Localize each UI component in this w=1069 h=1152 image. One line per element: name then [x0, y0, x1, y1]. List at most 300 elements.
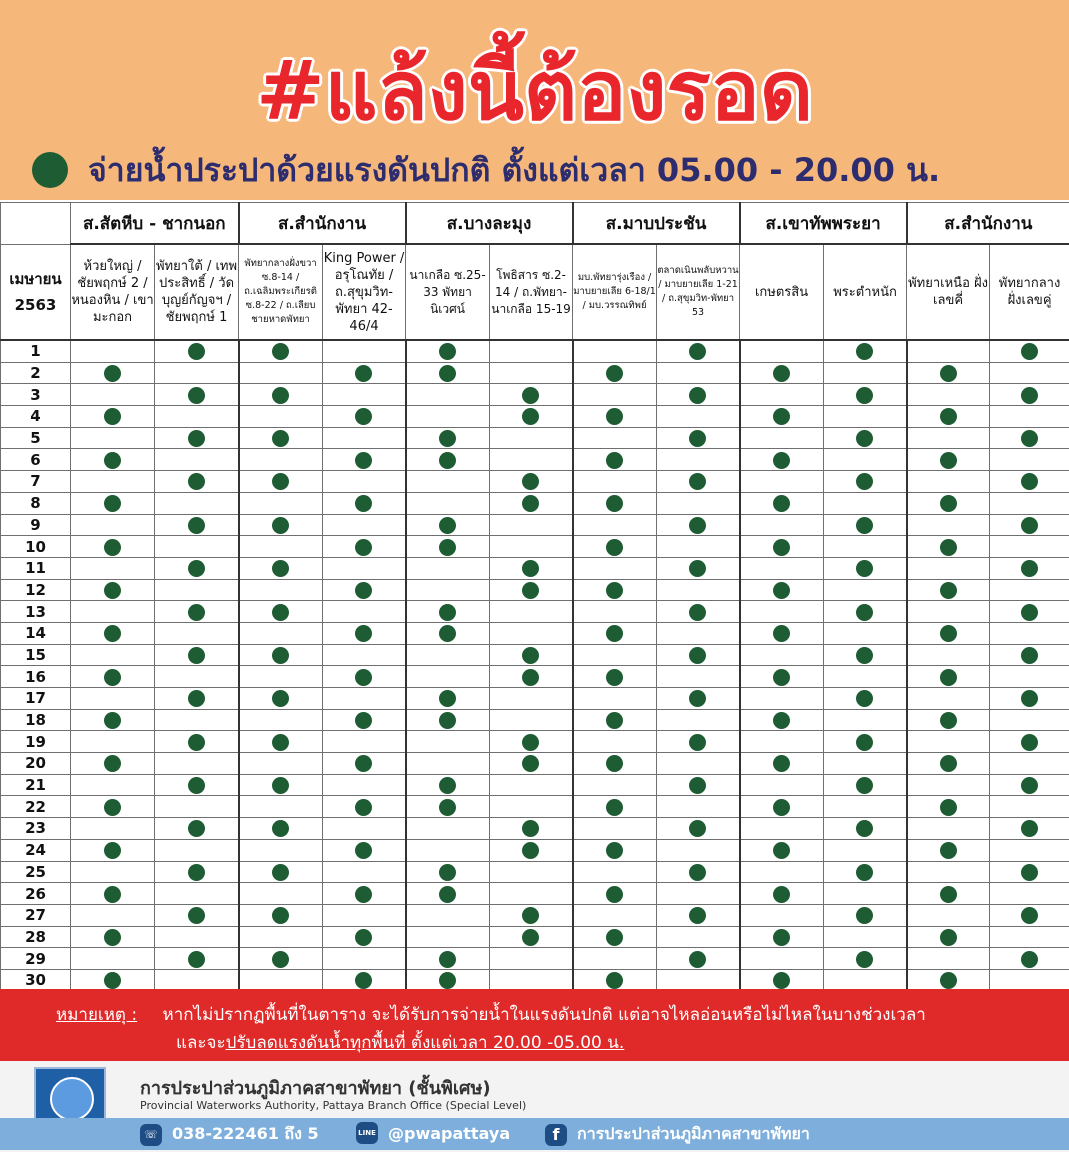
schedule-cell	[740, 861, 824, 883]
schedule-cell	[406, 536, 490, 558]
water-supply-dot-icon	[606, 495, 623, 512]
area-header: มบ.พัทยารุ่งเรือง / มาบยายเลีย 6-18/1 / มบ.วรรณทิพย์	[573, 244, 657, 340]
schedule-cell	[490, 644, 573, 666]
water-supply-dot-icon	[272, 734, 289, 751]
schedule-cell	[71, 883, 155, 905]
phone-contact[interactable]	[140, 1122, 319, 1147]
page-title: #แล้งนี้ต้องรอด	[256, 44, 813, 139]
schedule-cell	[155, 861, 239, 883]
schedule-cell	[490, 969, 573, 991]
area-header: พัทยาเหนือ ฝั่งเลขคี่	[907, 244, 990, 340]
schedule-cell	[490, 427, 573, 449]
schedule-cell	[657, 861, 740, 883]
water-supply-dot-icon	[188, 517, 205, 534]
area-header: พัทยาใต้ / เทพประสิทธิ์ / วัดบุญย์กัญจฯ / ชัยพฤกษ์ 1	[155, 244, 239, 340]
schedule-cell	[824, 904, 907, 926]
schedule-cell	[239, 622, 323, 644]
schedule-cell	[323, 969, 406, 991]
schedule-cell	[990, 904, 1069, 926]
water-supply-dot-icon	[606, 582, 623, 599]
schedule-cell	[824, 514, 907, 536]
line-contact[interactable]	[356, 1122, 510, 1144]
schedule-cell	[824, 492, 907, 514]
schedule-cell	[155, 969, 239, 991]
day-number: 16	[1, 666, 71, 688]
water-supply-dot-icon	[606, 842, 623, 859]
office-header: ส.สัตหีบ - ชากนอก	[71, 203, 239, 245]
schedule-cell	[71, 731, 155, 753]
schedule-cell	[907, 384, 990, 406]
water-supply-dot-icon	[355, 408, 372, 425]
schedule-cell	[406, 688, 490, 710]
schedule-cell	[490, 796, 573, 818]
schedule-cell	[907, 514, 990, 536]
day-number: 8	[1, 492, 71, 514]
facebook-contact[interactable]	[545, 1122, 810, 1147]
schedule-cell	[907, 362, 990, 384]
schedule-cell	[490, 818, 573, 840]
schedule-cell	[907, 709, 990, 731]
schedule-cell	[490, 861, 573, 883]
schedule-cell	[323, 796, 406, 818]
schedule-cell	[406, 796, 490, 818]
schedule-cell	[71, 948, 155, 970]
water-supply-dot-icon	[689, 430, 706, 447]
water-supply-dot-icon	[689, 690, 706, 707]
schedule-cell	[406, 774, 490, 796]
water-supply-dot-icon	[188, 430, 205, 447]
schedule-cell	[406, 471, 490, 493]
schedule-cell	[573, 557, 657, 579]
water-supply-dot-icon	[1021, 820, 1038, 837]
water-supply-dot-icon	[355, 799, 372, 816]
water-supply-dot-icon	[1021, 387, 1038, 404]
schedule-cell	[490, 622, 573, 644]
schedule-cell	[824, 471, 907, 493]
water-supply-dot-icon	[1021, 647, 1038, 664]
subtitle-text: จ่ายน้ำประปาด้วยแรงดันปกติ ตั้งแต่เวลา 05.00 - 20.00 น.	[88, 150, 941, 189]
water-supply-dot-icon	[689, 907, 706, 924]
schedule-cell	[573, 883, 657, 905]
area-header: นาเกลือ ซ.25-33 พัทยานิเวศน์	[406, 244, 490, 340]
water-supply-dot-icon	[188, 387, 205, 404]
water-supply-dot-icon	[773, 755, 790, 772]
water-supply-dot-icon	[940, 799, 957, 816]
schedule-cell	[740, 644, 824, 666]
schedule-cell	[155, 427, 239, 449]
schedule-cell	[824, 688, 907, 710]
water-supply-dot-icon	[522, 907, 539, 924]
schedule-cell	[657, 449, 740, 471]
water-supply-dot-icon	[606, 669, 623, 686]
schedule-cell	[907, 883, 990, 905]
schedule-cell	[71, 384, 155, 406]
schedule-cell	[323, 427, 406, 449]
water-supply-dot-icon	[606, 755, 623, 772]
schedule-cell	[740, 427, 824, 449]
schedule-cell	[155, 926, 239, 948]
water-supply-dot-icon	[606, 799, 623, 816]
schedule-cell	[907, 601, 990, 623]
schedule-cell	[907, 796, 990, 818]
water-supply-dot-icon	[1021, 430, 1038, 447]
schedule-cell	[323, 818, 406, 840]
footer	[0, 1061, 1069, 1152]
day-number: 12	[1, 579, 71, 601]
schedule-cell	[239, 839, 323, 861]
day-number: 10	[1, 536, 71, 558]
water-supply-dot-icon	[856, 777, 873, 794]
schedule-cell	[155, 514, 239, 536]
schedule-cell	[490, 406, 573, 428]
schedule-cell	[490, 514, 573, 536]
schedule-cell	[824, 883, 907, 905]
schedule-cell	[657, 948, 740, 970]
schedule-cell	[740, 774, 824, 796]
schedule-cell	[406, 406, 490, 428]
schedule-cell	[824, 796, 907, 818]
schedule-cell	[657, 839, 740, 861]
schedule-cell	[71, 340, 155, 362]
schedule-cell	[824, 601, 907, 623]
schedule-cell	[71, 926, 155, 948]
schedule-cell	[323, 753, 406, 775]
schedule-cell	[406, 839, 490, 861]
schedule-cell	[824, 406, 907, 428]
schedule-row	[1, 883, 1069, 905]
schedule-cell	[907, 861, 990, 883]
schedule-cell	[907, 557, 990, 579]
schedule-row	[1, 536, 1069, 558]
water-supply-dot-icon	[272, 473, 289, 490]
schedule-cell	[239, 904, 323, 926]
schedule-row	[1, 709, 1069, 731]
schedule-cell	[490, 839, 573, 861]
schedule-cell	[490, 948, 573, 970]
schedule-cell	[490, 774, 573, 796]
water-supply-dot-icon	[940, 842, 957, 859]
schedule-cell	[907, 839, 990, 861]
water-supply-dot-icon	[522, 929, 539, 946]
schedule-cell	[990, 536, 1069, 558]
schedule-cell	[573, 449, 657, 471]
schedule-cell	[990, 579, 1069, 601]
schedule-row	[1, 796, 1069, 818]
water-supply-dot-icon	[856, 560, 873, 577]
schedule-cell	[657, 406, 740, 428]
schedule-cell	[71, 774, 155, 796]
water-supply-dot-icon	[522, 734, 539, 751]
schedule-cell	[71, 688, 155, 710]
water-supply-dot-icon	[1021, 907, 1038, 924]
water-supply-dot-icon	[355, 452, 372, 469]
schedule-cell	[990, 883, 1069, 905]
water-supply-dot-icon	[856, 734, 873, 751]
schedule-cell	[657, 774, 740, 796]
water-supply-dot-icon	[856, 343, 873, 360]
schedule-cell	[323, 926, 406, 948]
schedule-row	[1, 774, 1069, 796]
schedule-cell	[239, 883, 323, 905]
schedule-cell	[71, 579, 155, 601]
schedule-cell	[239, 796, 323, 818]
day-number: 13	[1, 601, 71, 623]
water-supply-dot-icon	[188, 560, 205, 577]
schedule-cell	[71, 449, 155, 471]
schedule-cell	[323, 601, 406, 623]
water-supply-dot-icon	[773, 365, 790, 382]
schedule-cell	[406, 449, 490, 471]
schedule-cell	[907, 427, 990, 449]
schedule-cell	[406, 579, 490, 601]
water-supply-dot-icon	[773, 799, 790, 816]
water-supply-dot-icon	[940, 365, 957, 382]
water-supply-dot-icon	[439, 517, 456, 534]
water-supply-dot-icon	[439, 539, 456, 556]
water-supply-dot-icon	[104, 929, 121, 946]
schedule-cell	[824, 774, 907, 796]
day-number: 9	[1, 514, 71, 536]
water-supply-dot-icon	[104, 365, 121, 382]
schedule-cell	[490, 753, 573, 775]
water-supply-dot-icon	[355, 625, 372, 642]
schedule-cell	[406, 666, 490, 688]
schedule-cell	[824, 644, 907, 666]
schedule-cell	[323, 883, 406, 905]
schedule-cell	[657, 579, 740, 601]
water-supply-dot-icon	[272, 430, 289, 447]
schedule-cell	[239, 536, 323, 558]
water-supply-dot-icon	[439, 604, 456, 621]
schedule-cell	[406, 362, 490, 384]
water-supply-dot-icon	[773, 669, 790, 686]
schedule-cell	[490, 471, 573, 493]
schedule-cell	[907, 753, 990, 775]
water-supply-dot-icon	[689, 604, 706, 621]
water-supply-dot-icon	[940, 408, 957, 425]
schedule-cell	[740, 536, 824, 558]
schedule-cell	[490, 536, 573, 558]
area-header: ห้วยใหญ่ / ชัยพฤกษ์ 2 / หนองหิน / เขามะกอก	[71, 244, 155, 340]
day-number: 1	[1, 340, 71, 362]
schedule-cell	[824, 969, 907, 991]
schedule-cell	[323, 861, 406, 883]
water-supply-dot-icon	[773, 408, 790, 425]
schedule-cell	[155, 340, 239, 362]
schedule-cell	[323, 904, 406, 926]
day-number: 23	[1, 818, 71, 840]
schedule-cell	[323, 514, 406, 536]
water-supply-dot-icon	[1021, 343, 1038, 360]
schedule-table	[0, 202, 1069, 992]
schedule-cell	[824, 948, 907, 970]
water-supply-dot-icon	[689, 951, 706, 968]
schedule-cell	[239, 362, 323, 384]
water-supply-dot-icon	[773, 452, 790, 469]
water-supply-dot-icon	[940, 929, 957, 946]
schedule-cell	[155, 839, 239, 861]
schedule-cell	[824, 709, 907, 731]
water-supply-dot-icon	[773, 712, 790, 729]
water-supply-dot-icon	[773, 625, 790, 642]
water-supply-dot-icon	[689, 560, 706, 577]
schedule-cell	[824, 557, 907, 579]
schedule-cell	[155, 796, 239, 818]
water-supply-dot-icon	[1021, 560, 1038, 577]
water-supply-dot-icon	[522, 842, 539, 859]
water-supply-dot-icon	[689, 820, 706, 837]
schedule-cell	[573, 471, 657, 493]
water-supply-dot-icon	[940, 539, 957, 556]
schedule-cell	[990, 427, 1069, 449]
schedule-cell	[239, 644, 323, 666]
water-supply-dot-icon	[188, 777, 205, 794]
schedule-cell	[824, 362, 907, 384]
schedule-cell	[824, 666, 907, 688]
schedule-cell	[824, 753, 907, 775]
schedule-cell	[239, 340, 323, 362]
area-header: พระตำหนัก	[824, 244, 907, 340]
water-supply-dot-icon	[1021, 690, 1038, 707]
water-supply-dot-icon	[104, 755, 121, 772]
schedule-cell	[573, 731, 657, 753]
day-number: 25	[1, 861, 71, 883]
schedule-cell	[907, 449, 990, 471]
schedule-cell	[573, 362, 657, 384]
water-supply-dot-icon	[856, 604, 873, 621]
water-supply-dot-icon	[856, 473, 873, 490]
water-supply-dot-icon	[272, 864, 289, 881]
water-supply-dot-icon	[188, 604, 205, 621]
schedule-row	[1, 514, 1069, 536]
schedule-cell	[990, 731, 1069, 753]
schedule-cell	[907, 579, 990, 601]
schedule-row	[1, 471, 1069, 493]
schedule-cell	[239, 731, 323, 753]
water-supply-dot-icon	[355, 886, 372, 903]
water-supply-dot-icon	[104, 669, 121, 686]
schedule-cell	[155, 384, 239, 406]
water-supply-dot-icon	[1021, 864, 1038, 881]
org-name-english: Provincial Waterworks Authority, Pattaya Branch Office (Special Level)	[140, 1099, 527, 1112]
schedule-cell	[657, 514, 740, 536]
day-number: 17	[1, 688, 71, 710]
schedule-cell	[990, 340, 1069, 362]
schedule-cell	[657, 340, 740, 362]
schedule-cell	[323, 471, 406, 493]
schedule-cell	[573, 774, 657, 796]
water-supply-dot-icon	[522, 560, 539, 577]
schedule-cell	[990, 384, 1069, 406]
schedule-cell	[239, 557, 323, 579]
area-header: พัทยากลางฝั่งขวา ซ.8-14 / ถ.เฉลิมพระเกียรติ ซ.8-22 / ถ.เลียบชายหาดพัทยา	[239, 244, 323, 340]
schedule-cell	[239, 926, 323, 948]
year-label: 2563	[14, 295, 57, 314]
schedule-cell	[907, 969, 990, 991]
water-supply-dot-icon	[355, 365, 372, 382]
schedule-cell	[740, 557, 824, 579]
schedule-row	[1, 579, 1069, 601]
schedule-cell	[657, 926, 740, 948]
schedule-cell	[71, 622, 155, 644]
schedule-cell	[406, 926, 490, 948]
water-supply-dot-icon	[940, 755, 957, 772]
water-supply-dot-icon	[439, 951, 456, 968]
schedule-cell	[155, 818, 239, 840]
schedule-cell	[406, 644, 490, 666]
water-supply-dot-icon	[522, 755, 539, 772]
schedule-cell	[323, 449, 406, 471]
day-number: 18	[1, 709, 71, 731]
schedule-cell	[155, 774, 239, 796]
schedule-cell	[907, 644, 990, 666]
schedule-cell	[740, 796, 824, 818]
water-supply-dot-icon	[522, 473, 539, 490]
schedule-cell	[323, 340, 406, 362]
schedule-cell	[824, 579, 907, 601]
water-supply-dot-icon	[439, 777, 456, 794]
water-supply-dot-icon	[773, 929, 790, 946]
schedule-cell	[657, 731, 740, 753]
schedule-cell	[824, 839, 907, 861]
subtitle-row	[32, 146, 1062, 194]
water-supply-dot-icon	[940, 495, 957, 512]
schedule-cell	[406, 969, 490, 991]
water-supply-dot-icon	[856, 387, 873, 404]
schedule-cell	[71, 839, 155, 861]
schedule-row	[1, 406, 1069, 428]
office-header-row	[1, 203, 1069, 245]
schedule-cell	[490, 492, 573, 514]
month-header	[1, 244, 71, 340]
water-supply-dot-icon	[272, 560, 289, 577]
schedule-cell	[239, 753, 323, 775]
schedule-cell	[657, 601, 740, 623]
schedule-cell	[71, 406, 155, 428]
schedule-row	[1, 839, 1069, 861]
facebook-page: การประปาส่วนภูมิภาคสาขาพัทยา	[577, 1124, 810, 1143]
day-number: 15	[1, 644, 71, 666]
office-header: ส.มาบประชัน	[573, 203, 740, 245]
schedule-cell	[239, 449, 323, 471]
water-supply-dot-icon	[272, 517, 289, 534]
schedule-cell	[824, 384, 907, 406]
schedule-cell	[740, 579, 824, 601]
schedule-cell	[406, 861, 490, 883]
schedule-cell	[406, 622, 490, 644]
schedule-cell	[323, 839, 406, 861]
schedule-cell	[657, 688, 740, 710]
schedule-cell	[740, 449, 824, 471]
schedule-cell	[907, 536, 990, 558]
schedule-row	[1, 904, 1069, 926]
schedule-cell	[573, 644, 657, 666]
day-number: 28	[1, 926, 71, 948]
schedule-cell	[490, 688, 573, 710]
water-supply-dot-icon	[188, 951, 205, 968]
schedule-cell	[657, 492, 740, 514]
schedule-cell	[990, 514, 1069, 536]
water-supply-dot-icon	[1021, 777, 1038, 794]
schedule-cell	[71, 536, 155, 558]
water-supply-dot-icon	[856, 864, 873, 881]
water-supply-dot-icon	[104, 582, 121, 599]
schedule-cell	[657, 536, 740, 558]
office-header: ส.สำนักงาน	[239, 203, 406, 245]
schedule-row	[1, 601, 1069, 623]
schedule-cell	[740, 406, 824, 428]
water-supply-dot-icon	[272, 820, 289, 837]
